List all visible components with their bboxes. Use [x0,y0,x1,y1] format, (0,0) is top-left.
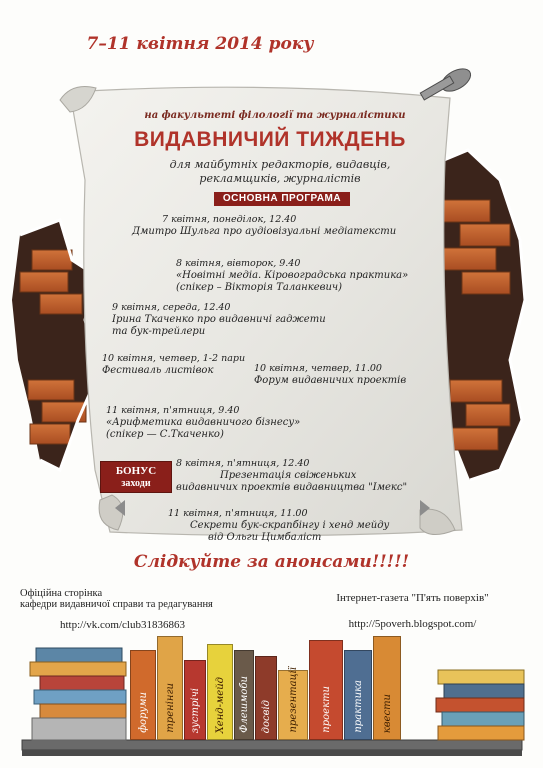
event-date: 8 квітня, вівторок, 9.40 [176,258,301,269]
book-spine [157,636,183,740]
book-spine [184,660,206,740]
event-date: 10 квітня, четвер, 1-2 пари [102,353,246,364]
event-date: 10 квітня, четвер, 11.00 [254,363,382,374]
book-spine [344,650,372,740]
event-text: та бук-трейлери [112,326,206,337]
book-spine-label: форуми [138,692,149,733]
event-text: «Арифметика видавничого бізнесу» [106,417,301,428]
event-text: (спікер — С.Ткаченко) [106,429,224,440]
book-spine [309,640,343,740]
audience-line-1: для майбутніх редакторів, видавців, [169,158,391,171]
book-spine-label: зустрічі [190,687,201,733]
blog-link[interactable]: http://5poverh.blogspot.com/ [348,618,477,630]
bonus-label: БОНУС [115,465,157,477]
follow-announcements: Слідкуйте за анонсами!!!!! [133,552,410,572]
book-spine-label: Хенд-мейд [215,676,226,733]
newspaper-label: Інтернет-газета "П'ять поверхів" [336,592,489,604]
footer-right [290,592,535,630]
event-item [112,302,326,338]
program-label: ОСНОВНА ПРОГРАМА [222,193,342,204]
nail-graphic [420,64,474,100]
event-text: видавничих проектів видавництва "Імекс" [176,482,408,493]
bookshelf [0,630,543,768]
event-item [176,258,408,294]
book-spine-label: практика [353,680,364,733]
event-item [132,214,397,238]
book-spine [373,636,401,740]
event-date: 9 квітня, середа, 12.40 [112,302,231,313]
book-spine-label: тренінги [165,683,176,733]
event-item [106,405,300,441]
event-text: Презентація свіженьких [220,470,357,481]
book-spine [234,650,254,740]
event-title: ВИДАВНИЧИЙ ТИЖДЕНЬ [134,128,406,151]
event-text: Ірина Ткаченко про видавничі гаджети [112,314,326,325]
book-spine-label: квести [382,693,393,733]
footer-left [20,588,260,631]
event-text: Секрети бук-скрапбінгу і хенд мейду [190,520,390,531]
book-spine [278,667,308,740]
event-text: Фестиваль листівок [102,365,214,376]
official-page-label: Офіційна сторінка [20,588,103,599]
vk-link[interactable]: http://vk.com/club31836863 [60,619,185,631]
faculty-line: на факультеті філології та журналістики [144,110,406,121]
event-text: (спікер – Вікторія Таланкевич) [176,282,343,293]
event-date: 11 квітня, п'ятниця, 9.40 [106,405,240,416]
bonus-badge [100,461,172,493]
bonus-sublabel: заходи [121,478,151,489]
event-date: 11 квітня, п'ятниця, 11.00 [168,508,308,519]
book-spine-label: проекти [321,686,332,733]
book-spine [207,644,233,740]
event-date: 7 квітня, понеділок, 12.40 [162,214,297,225]
book-spine [130,650,156,740]
book-spine-label: досвід [261,699,272,733]
event-item [168,508,389,544]
book-spine-label: Флешмоби [239,676,250,733]
event-text: Дмитро Шульга про аудіовізуальні медіатексти [132,226,397,237]
event-date: 8 квітня, п'ятниця, 12.40 [176,458,310,469]
event-dates-heading: 7–11 квітня 2014 року [86,34,314,54]
event-item [254,363,406,387]
department-name: кафедри видавничої справи та редагування [20,599,213,610]
event-item [102,353,245,377]
audience-line-2: рекламщиків, журналістів [199,172,361,185]
book-spine-label: презентації [288,667,299,733]
event-item [176,458,407,494]
program-banner [214,192,350,206]
event-text: «Новітні медіа. Кіровоградська практика» [176,270,409,281]
event-text: від Ольги Цимбаліст [208,532,322,543]
event-text: Форум видавничих проектів [254,375,407,386]
book-spine [255,656,277,740]
